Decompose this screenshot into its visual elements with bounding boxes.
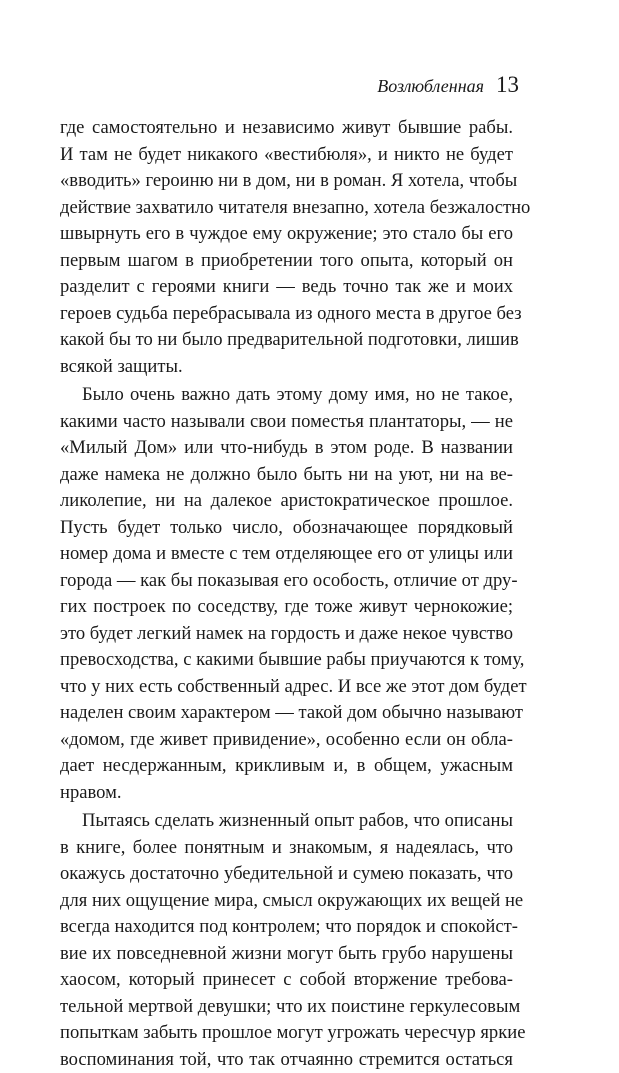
text-line: действие захватило читателя внезапно, хотела безжалостно	[60, 195, 513, 222]
text-line: Пусть будет только число, обозначающее порядковый	[60, 515, 513, 542]
text-line: швырнуть его в чуждое ему окружение; это стало бы его	[60, 221, 513, 248]
text-line: попыткам забыть прошлое могут угрожать чересчур яркие	[60, 1020, 513, 1047]
text-line: «домом, где живет привидение», особенно если он обла-	[60, 727, 513, 754]
text-line: И там не будет никакого «вестибюля», и никто не будет	[60, 142, 513, 169]
text-line: всякой защиты.	[60, 354, 513, 381]
page-number: 13	[496, 72, 519, 98]
text-line: превосходства, с какими бывшие рабы приучаются к тому,	[60, 647, 513, 674]
text-line: даже намека не должно было быть ни на уют, ни на ве-	[60, 462, 513, 489]
text-line: хаосом, который принесет с собой вторжение требова-	[60, 967, 513, 994]
text-line: номер дома и вместе с тем отделяющее его от улицы или	[60, 541, 513, 568]
text-line: вие их повседневной жизни могут быть грубо нарушены	[60, 941, 513, 968]
text-line: дает несдержанным, крикливым и, в общем, ужасным	[60, 753, 513, 780]
paragraph-3	[60, 808, 513, 1073]
running-title: Возлюбленная	[377, 76, 484, 97]
text-line: ликолепие, ни на далекое аристократическое прошлое.	[60, 488, 513, 515]
paragraph-2	[60, 382, 513, 806]
text-line: какой бы то ни было предварительной подготовки, лишив	[60, 327, 513, 354]
text-line: города — как бы показывая его особость, отличие от дру-	[60, 568, 513, 595]
text-line: где самостоятельно и независимо живут бывшие рабы.	[60, 115, 513, 142]
text-line: воспоминания той, что так отчаянно стремится остаться	[60, 1047, 513, 1073]
text-line: всегда находится под контролем; что порядок и спокойст-	[60, 914, 513, 941]
text-line: героев судьба перебрасывала из одного места в другое без	[60, 301, 513, 328]
body-text	[60, 115, 513, 1073]
text-line: для них ощущение мира, смысл окружающих их вещей не	[60, 888, 513, 915]
text-line: в книге, более понятным и знакомым, я надеялась, что	[60, 835, 513, 862]
text-line: «Милый Дом» или что-нибудь в этом роде. В названии	[60, 435, 513, 462]
text-line: что у них есть собственный адрес. И все же этот дом будет	[60, 674, 513, 701]
text-line: Было очень важно дать этому дому имя, но не такое,	[60, 382, 513, 409]
text-line: гих построек по соседству, где тоже живут чернокожие;	[60, 594, 513, 621]
text-line: Пытаясь сделать жизненный опыт рабов, что описаны	[60, 808, 513, 835]
text-line: тельной мертвой девушки; что их поистине геркулесовым	[60, 994, 513, 1021]
text-line: первым шагом в приобретении того опыта, который он	[60, 248, 513, 275]
text-line: это будет легкий намек на гордость и даже некое чувство	[60, 621, 513, 648]
paragraph-1	[60, 115, 513, 380]
text-line: окажусь достаточно убедительной и сумею показать, что	[60, 861, 513, 888]
text-line: какими часто называли свои поместья плантаторы, — не	[60, 409, 513, 436]
text-line: разделит с героями книги — ведь точно так же и моих	[60, 274, 513, 301]
running-header	[377, 72, 519, 98]
text-line: «вводить» героиню ни в дом, ни в роман. Я хотела, чтобы	[60, 168, 513, 195]
text-line: нравом.	[60, 780, 513, 807]
text-line: наделен своим характером — такой дом обычно называют	[60, 700, 513, 727]
